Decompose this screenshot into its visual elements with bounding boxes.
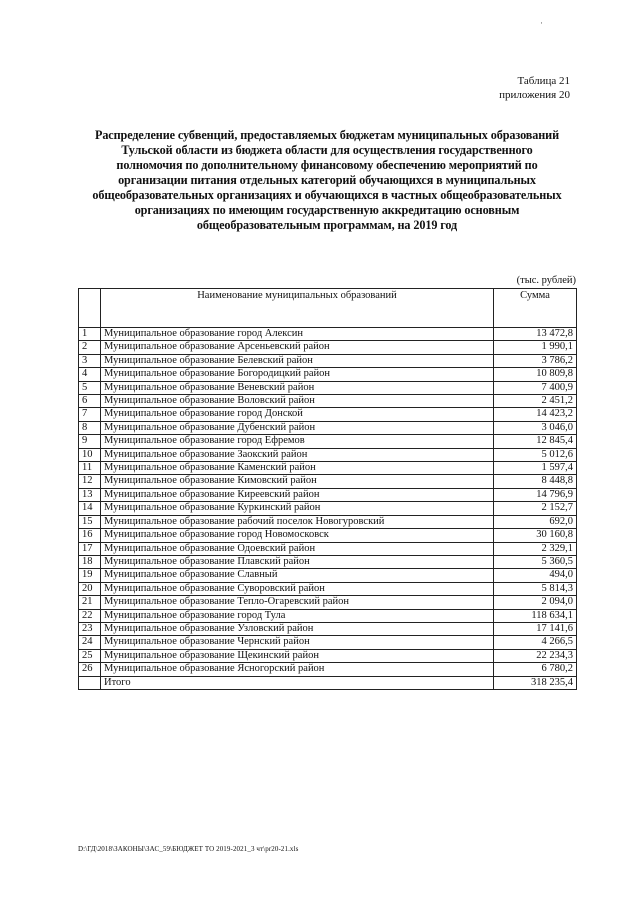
row-name: Муниципальное образование Куркинский район [101,502,494,515]
row-sum: 2 152,7 [494,502,577,515]
row-sum: 494,0 [494,569,577,582]
row-number: 23 [79,622,101,635]
table-row [79,649,577,662]
title-line: полномочия по дополнительному финансовому обеспечению мероприятий по [116,158,538,172]
row-number: 10 [79,448,101,461]
row-name: Муниципальное образование Узловский район [101,622,494,635]
title-line: Тульской области из бюджета области для осуществления государственного [121,143,533,157]
row-name: Муниципальное образование рабочий поселок Новогуровский [101,515,494,528]
row-name: Муниципальное образование город Алексин [101,328,494,341]
table-row [79,421,577,434]
title-line: общеобразовательным программам, на 2019 год [196,218,458,232]
table-row [79,529,577,542]
header-name: Наименование муниципальных образований [101,289,494,328]
table-row [79,569,577,582]
table-row [79,488,577,501]
row-name: Муниципальное образование Щекинский район [101,649,494,662]
table-row [79,582,577,595]
subsidy-table [78,288,577,690]
title-line: организации питания отдельных категорий обучающихся в муниципальных [118,173,536,187]
row-number: 13 [79,488,101,501]
row-sum: 692,0 [494,515,577,528]
scan-mark: · [540,18,543,28]
row-sum: 22 234,3 [494,649,577,662]
row-name: Муниципальное образование город Ефремов [101,435,494,448]
table-row [79,354,577,367]
row-sum: 10 809,8 [494,368,577,381]
table-row [79,555,577,568]
row-sum: 5 012,6 [494,448,577,461]
row-name: Муниципальное образование Заокский район [101,448,494,461]
total-number [79,676,101,689]
row-sum: 12 845,4 [494,435,577,448]
row-sum: 5 360,5 [494,555,577,568]
row-name: Муниципальное образование Ясногорский район [101,663,494,676]
row-sum: 30 160,8 [494,529,577,542]
row-sum: 3 786,2 [494,354,577,367]
row-sum: 14 796,9 [494,488,577,501]
row-number: 22 [79,609,101,622]
title-line: организациях по имеющим государственную аккредитацию основным [134,203,520,217]
row-sum: 8 448,8 [494,475,577,488]
row-name: Муниципальное образование Каменский район [101,462,494,475]
row-name: Муниципальное образование Славный [101,569,494,582]
row-number: 2 [79,341,101,354]
table-row [79,515,577,528]
row-name: Муниципальное образование Веневский район [101,381,494,394]
table-row [79,636,577,649]
row-number: 8 [79,421,101,434]
row-sum: 7 400,9 [494,381,577,394]
row-name: Муниципальное образование Арсеньевский район [101,341,494,354]
table-row [79,408,577,421]
appendix-number: приложения 20 [499,89,570,101]
row-number: 9 [79,435,101,448]
row-name: Муниципальное образование город Донской [101,408,494,421]
row-name: Муниципальное образование Суворовский район [101,582,494,595]
row-name: Муниципальное образование город Тула [101,609,494,622]
table-number: Таблица 21 [517,75,570,87]
table-row [79,462,577,475]
table-row [79,475,577,488]
row-number: 25 [79,649,101,662]
header-number [79,289,101,328]
table-row [79,542,577,555]
table-row [79,435,577,448]
row-name: Муниципальное образование Чернский район [101,636,494,649]
table-row [79,328,577,341]
row-number: 15 [79,515,101,528]
row-sum: 2 451,2 [494,395,577,408]
row-number: 5 [79,381,101,394]
row-name: Муниципальное образование город Новомосковск [101,529,494,542]
units-label: (тыс. рублей) [516,275,576,286]
row-sum: 5 814,3 [494,582,577,595]
row-number: 26 [79,663,101,676]
row-sum: 1 990,1 [494,341,577,354]
file-path-footer: D:\ГД\2018\ЗАКОНЫ\ЗАС_59\БЮДЖЕТ ТО 2019-2021_3 чт\pr20-21.xls [78,845,299,853]
table-row [79,341,577,354]
table-row [79,596,577,609]
table-row [79,609,577,622]
table-row [79,395,577,408]
row-sum: 118 634,1 [494,609,577,622]
row-number: 17 [79,542,101,555]
table-header-row [79,289,577,328]
row-sum: 6 780,2 [494,663,577,676]
header-sum: Сумма [494,289,577,328]
row-sum: 2 094,0 [494,596,577,609]
row-sum: 17 141,6 [494,622,577,635]
row-number: 18 [79,555,101,568]
table-row [79,663,577,676]
row-sum: 4 266,5 [494,636,577,649]
document-title [72,128,582,233]
row-number: 1 [79,328,101,341]
row-sum: 14 423,2 [494,408,577,421]
total-sum: 318 235,4 [494,676,577,689]
row-number: 20 [79,582,101,595]
row-sum: 3 046,0 [494,421,577,434]
row-name: Муниципальное образование Воловский район [101,395,494,408]
row-number: 4 [79,368,101,381]
table-row [79,622,577,635]
row-number: 6 [79,395,101,408]
row-number: 21 [79,596,101,609]
row-name: Муниципальное образование Богородицкий район [101,368,494,381]
row-sum: 2 329,1 [494,542,577,555]
row-number: 12 [79,475,101,488]
row-number: 3 [79,354,101,367]
row-name: Муниципальное образование Плавский район [101,555,494,568]
total-label: Итого [101,676,494,689]
row-name: Муниципальное образование Одоевский район [101,542,494,555]
row-number: 11 [79,462,101,475]
title-line: общеобразовательных организациях и обучающихся в частных общеобразовательных [92,188,562,202]
row-sum: 1 597,4 [494,462,577,475]
table-row [79,448,577,461]
row-name: Муниципальное образование Кимовский район [101,475,494,488]
table-row [79,368,577,381]
row-name: Муниципальное образование Тепло-Огаревский район [101,596,494,609]
row-number: 16 [79,529,101,542]
row-number: 19 [79,569,101,582]
row-number: 7 [79,408,101,421]
table-row [79,381,577,394]
row-name: Муниципальное образование Дубенский район [101,421,494,434]
table-row [79,502,577,515]
row-name: Муниципальное образование Белевский район [101,354,494,367]
row-number: 14 [79,502,101,515]
total-row [79,676,577,689]
row-name: Муниципальное образование Киреевский район [101,488,494,501]
table-reference [470,74,570,102]
row-number: 24 [79,636,101,649]
row-sum: 13 472,8 [494,328,577,341]
title-line: Распределение субвенций, предоставляемых бюджетам муниципальных образований [94,128,560,142]
